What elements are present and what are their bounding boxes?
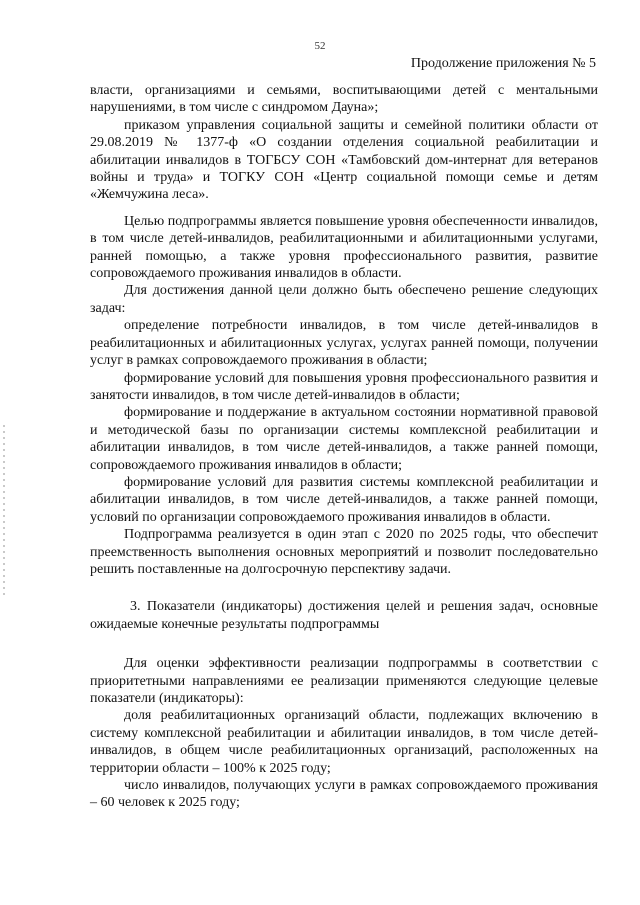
paragraph-continuation: власти, организациями и семьями, воспитывающими детей с ментальными нарушениями, в том числе с синдромом Дауна»; — [90, 83, 598, 116]
indicator-item-2: число инвалидов, получающих услуги в рамках сопровождаемого проживания – 60 человек к 2025 году; — [90, 778, 598, 811]
scan-margin-mark — [3, 425, 5, 595]
task-item-3: формирование и поддержание в актуальном состоянии нормативной правовой и методической базы по организации системы комплексной реабилитации и абилитации инвалидов, в том числе детей-инвалидов, а также ранней помощи, сопровождаемого проживания инвалидов в области; — [90, 405, 598, 473]
paragraph-order: приказом управления социальной защиты и семейной политики области от 29.08.2019 № 1377-ф «О создании отделения социальной реабилитации и абилитации инвалидов в ТОГБСУ СОН «Тамбовский дом-интернат для ветеранов войны и труда» и ТОГКУ СОН «Центр социальной помощи семье и детям «Жемчужина леса». — [90, 117, 598, 203]
document-body — [90, 82, 598, 812]
page-number: 52 — [314, 40, 326, 52]
paragraph-stage: Подпрограмма реализуется в один этап с 2020 по 2025 годы, что обеспечит преемственность выполнения основных мероприятий и позволит последовательно решить поставленные на долгосрочную перспективу задачи. — [90, 527, 598, 577]
task-item-1: определение потребности инвалидов, в том числе детей-инвалидов в реабилитационных и абилитационных услугах, услугах ранней помощи, получении услуг в рамках сопровождаемого проживания в области; — [90, 318, 598, 369]
indicator-item-1: доля реабилитационных организаций области, подлежащих включению в систему комплексной реабилитации и абилитации инвалидов, в том числе детей-инвалидов, в общем числе реабилитационных организаций, расположенных на территории области – 100% к 2025 году; — [90, 708, 598, 776]
paragraph-goal: Целью подпрограммы является повышение уровня обеспеченности инвалидов, в том числе детей-инвалидов, реабилитационными и абилитационными услугами, ранней помощью, а также уровня профессионального развития, развитие сопровождаемого проживания инвалидов в области. — [90, 213, 598, 282]
section-heading: 3. Показатели (индикаторы) достижения целей и решения задач, основные ожидаемые конечные результаты подпрограммы — [90, 599, 598, 632]
paragraph-indicators-intro: Для оценки эффективности реализации подпрограммы в соответствии с приоритетными направлениями ее реализации применяются следующие целевые показатели (индикаторы): — [90, 656, 598, 706]
paragraph-tasks-intro: Для достижения данной цели должно быть обеспечено решение следующих задач: — [90, 283, 598, 316]
task-item-2: формирование условий для повышения уровня профессионального развития и занятости инвалидов, в том числе детей-инвалидов в области; — [90, 370, 598, 403]
appendix-header: Продолжение приложения № 5 — [410, 56, 596, 71]
task-item-4: формирование условий для развития системы комплексной реабилитации и абилитации инвалидов, в том числе детей-инвалидов, а также ранней помощи, условий по организации сопровождаемого проживания инвалидов в области. — [90, 474, 598, 525]
